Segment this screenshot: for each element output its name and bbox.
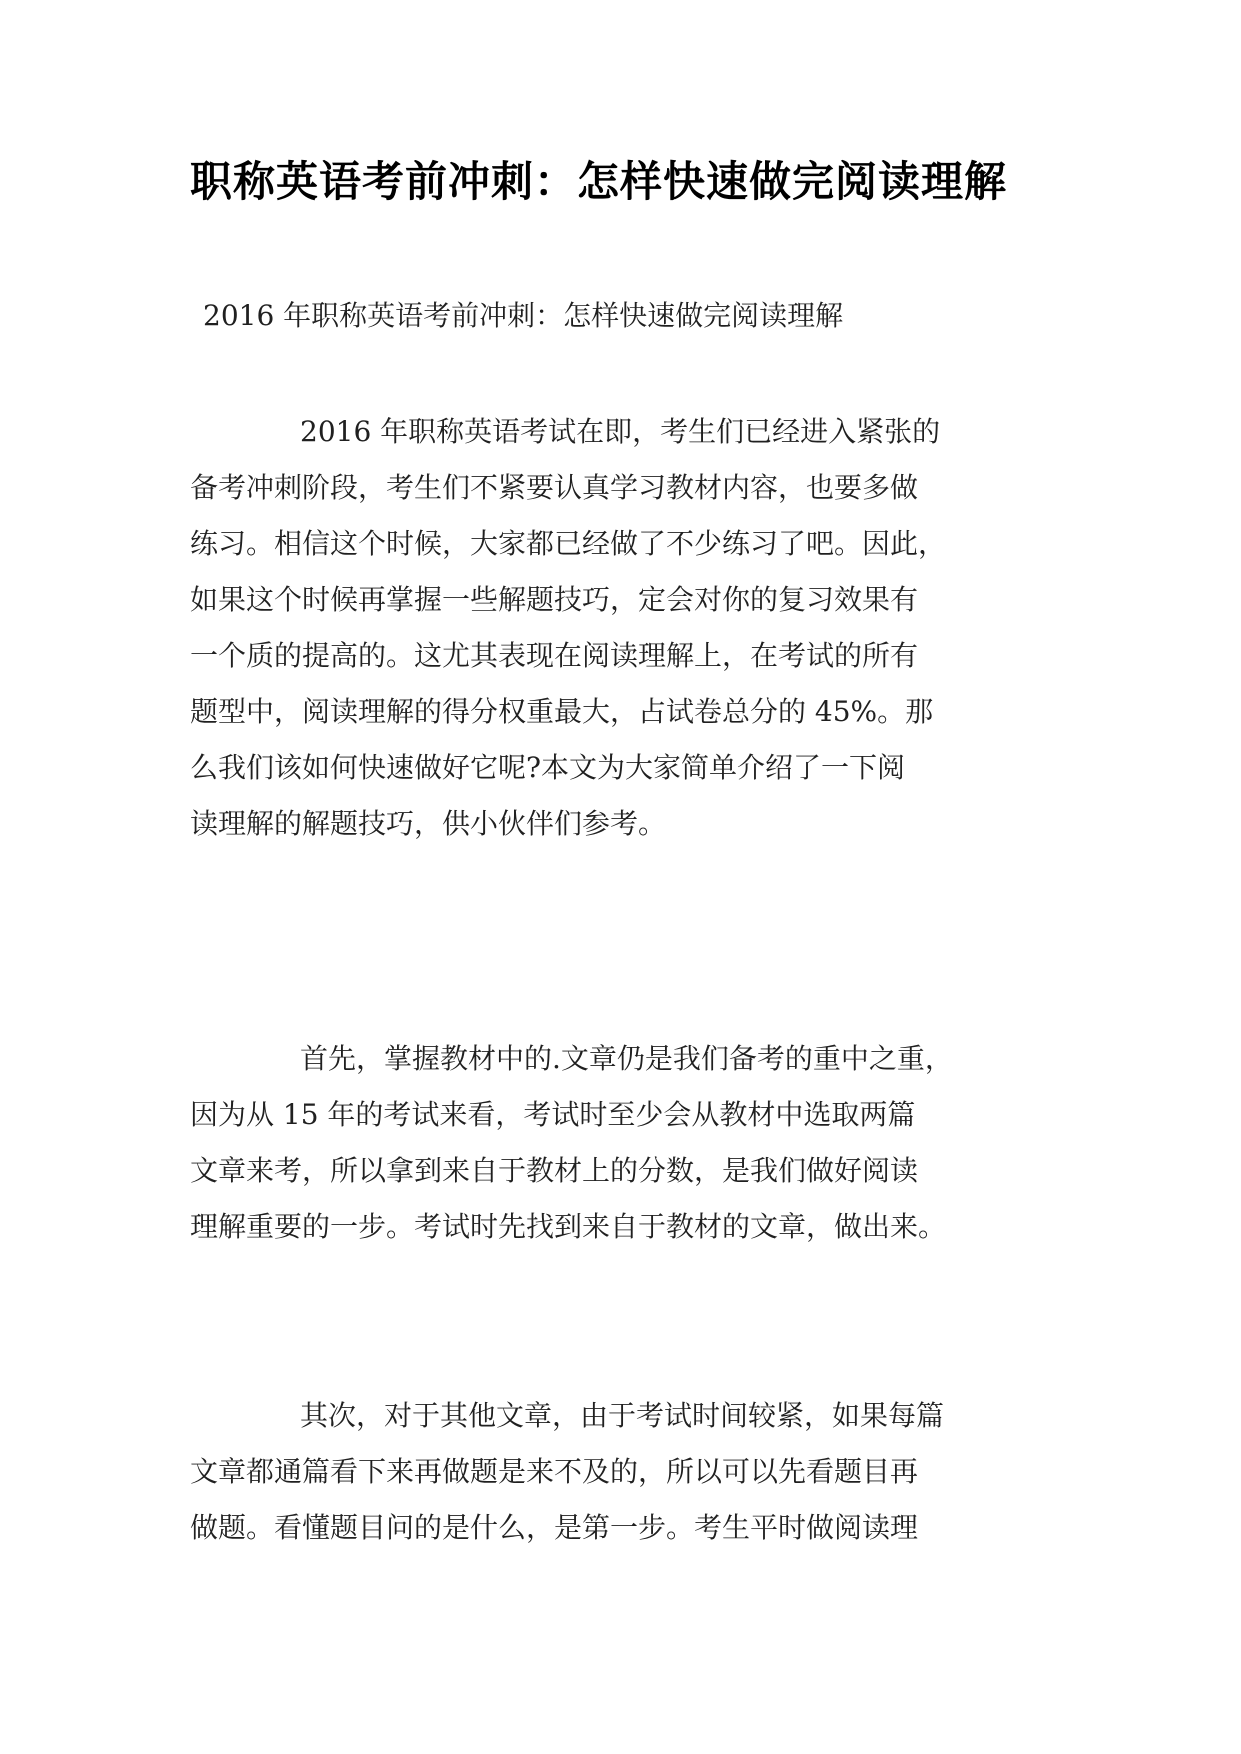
- paragraph-line: 理解重要的一步。考试时先找到来自于教材的文章，做出来。: [190, 1210, 947, 1243]
- document-subtitle: 2016 年职称英语考前冲刺：怎样快速做完阅读理解: [203, 299, 844, 332]
- paragraph-line: 题型中，阅读理解的得分权重最大，占试卷总分的 45%。那: [190, 695, 934, 728]
- paragraph-second-tip: [190, 1388, 1060, 1556]
- page-title: 职称英语考前冲刺：怎样快速做完阅读理解: [190, 157, 1008, 206]
- paragraph-line: 练习。相信这个时候，大家都已经做了不少练习了吧。因此，: [190, 527, 947, 560]
- paragraph-line: 一个质的提高的。这尤其表现在阅读理解上，在考试的所有: [190, 639, 919, 672]
- paragraph-line: 读理解的解题技巧，供小伙伴们参考。: [190, 807, 667, 840]
- paragraph-line: 文章来考，所以拿到来自于教材上的分数，是我们做好阅读: [190, 1154, 919, 1187]
- paragraph-line: 如果这个时候再掌握一些解题技巧，定会对你的复习效果有: [190, 583, 919, 616]
- paragraph-line: 么我们该如何快速做好它呢?本文为大家简单介绍了一下阅: [190, 751, 906, 784]
- paragraph-line: 其次，对于其他文章，由于考试时间较紧，如果每篇: [300, 1399, 945, 1432]
- paragraph-line: 因为从 15 年的考试来看，考试时至少会从教材中选取两篇: [190, 1098, 916, 1131]
- paragraph-line: 2016 年职称英语考试在即，考生们已经进入紧张的: [300, 415, 941, 448]
- paragraph-line: 首先，掌握教材中的.文章仍是我们备考的重中之重，: [300, 1042, 953, 1075]
- paragraph-line: 文章都通篇看下来再做题是来不及的，所以可以先看题目再: [190, 1455, 919, 1488]
- paragraph-line: 备考冲刺阶段，考生们不紧要认真学习教材内容，也要多做: [190, 471, 919, 504]
- paragraph-line: 做题。看懂题目问的是什么，是第一步。考生平时做阅读理: [190, 1511, 919, 1544]
- paragraph-intro: [190, 404, 1060, 852]
- paragraph-first-tip: [190, 1031, 1060, 1255]
